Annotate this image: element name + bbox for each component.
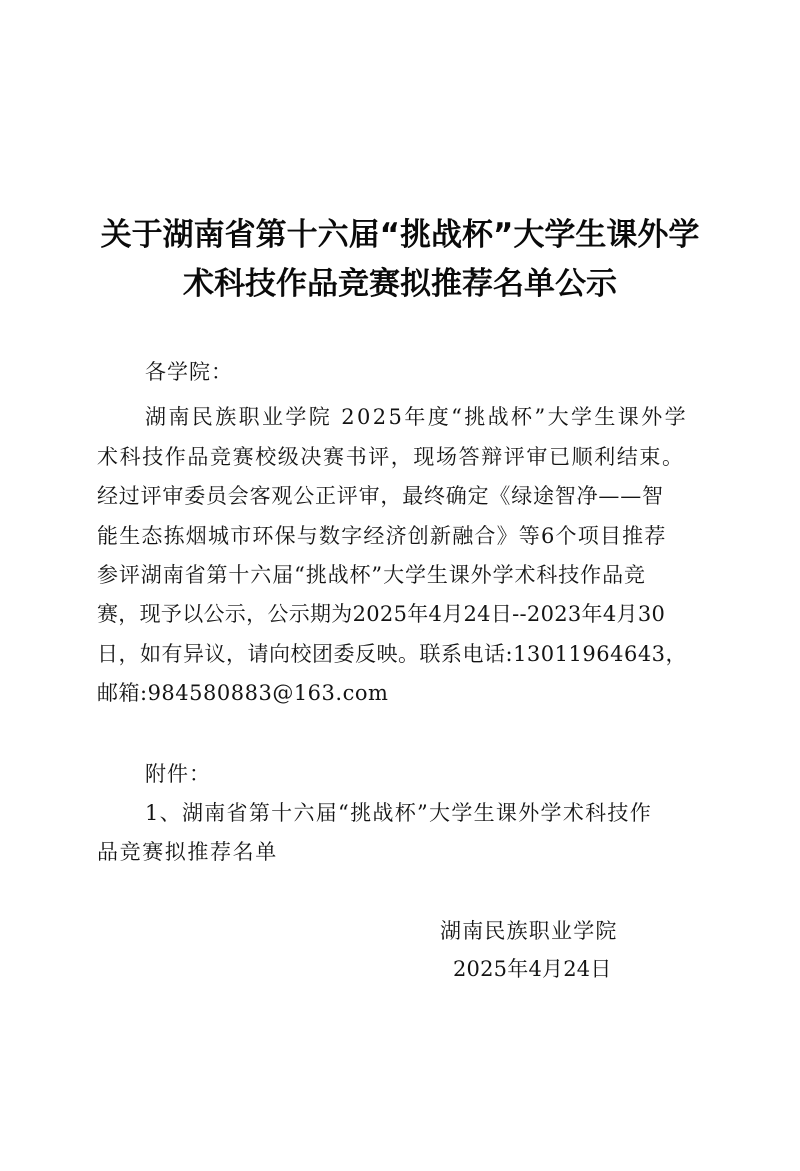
body-line-2: 术科技作品竞赛校级决赛书评，现场答辩评审已顺利结束。 xyxy=(97,445,685,469)
body-line-6: 赛，现予以公示，公示期为2025年4月24日--2023年4月30 xyxy=(97,602,666,626)
body-line-1: 湖南民族职业学院 2025年度“挑战杯”大学生课外学 xyxy=(145,405,688,429)
body-line-3: 经过评审委员会客观公正评审，最终确定《绿途智净——智 xyxy=(97,484,664,508)
salutation: 各学院： xyxy=(145,360,233,384)
body-line-4: 能生态拣烟城市环保与数字经济创新融合》等6个项目推荐 xyxy=(97,524,667,548)
document-title-line-1: 关于湖南省第十六届“挑战杯”大学生课外学 xyxy=(100,217,700,253)
body-line-7: 日，如有异议，请向校团委反映。联系电话:13011964643， xyxy=(97,642,688,666)
attachment-label: 附件： xyxy=(145,762,211,786)
document-title-line-2: 术科技作品竞赛拟推荐名单公示 xyxy=(183,266,617,302)
attachment-item-line-2: 品竞赛拟推荐名单 xyxy=(97,840,278,864)
signature-date: 2025年4月24日 xyxy=(453,957,612,981)
attachment-item-line-1: 1、湖南省第十六届“挑战杯”大学生课外学术科技作 xyxy=(145,801,653,825)
body-line-8-email: 邮箱:984580883@163.com xyxy=(97,681,389,705)
body-line-5: 参评湖南省第十六届“挑战杯”大学生课外学术科技作品竞 xyxy=(97,563,646,587)
signature-organization: 湖南民族职业学院 xyxy=(440,919,618,943)
